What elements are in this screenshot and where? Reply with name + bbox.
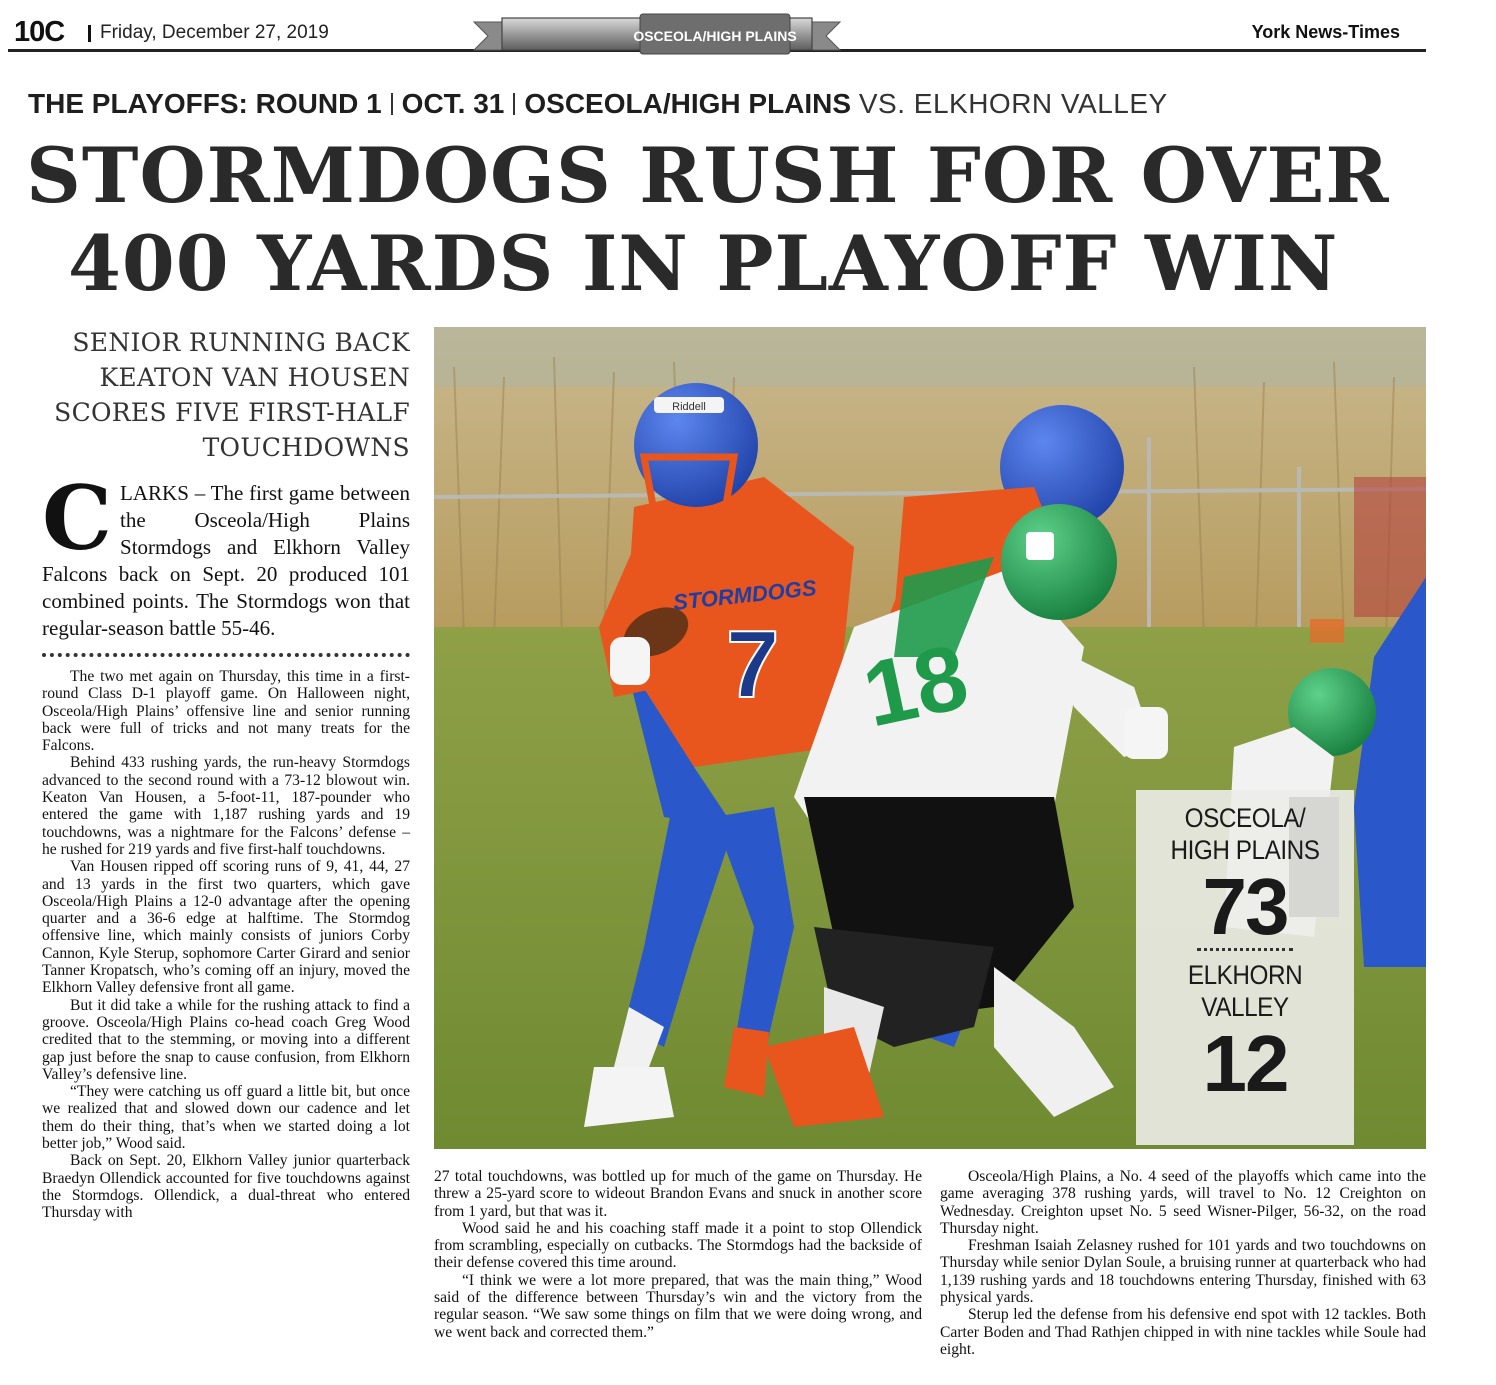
body-paragraph: “They were catching us off guard a little bit, but once we realized that and slowed down our cadence and let them do their thing, that’s when we started doing a lot better job,” Wood said. bbox=[42, 1083, 410, 1153]
defender-number: 18 bbox=[854, 625, 977, 747]
section-flag-label: OSCEOLA/HIGH PLAINS bbox=[633, 28, 797, 44]
kicker-team-away: VS. ELKHORN VALLEY bbox=[858, 88, 1168, 119]
section-flag-banner bbox=[472, 4, 842, 64]
body-column-1 bbox=[42, 668, 410, 1222]
home-team-score: 73 bbox=[1202, 862, 1288, 951]
deck-line: KEATON VAN HOUSEN bbox=[99, 363, 410, 392]
defender-helmet bbox=[1001, 504, 1117, 620]
home-team-name-line-2: HIGH PLAINS bbox=[1170, 835, 1320, 865]
away-team-name-line-2: VALLEY bbox=[1201, 992, 1289, 1022]
headline-line-1: STORMDOGS RUSH FOR OVER bbox=[26, 131, 1390, 220]
body-paragraph: 27 total touchdowns, was bottled up for much of the game on Thursday. He threw a 25-yard score to wideout Brandon Evans and snuck in another score from 1 yard, but that was it. bbox=[434, 1168, 922, 1220]
jersey-wordmark: STORMDOGS bbox=[671, 575, 818, 615]
jersey-number: 7 bbox=[726, 611, 780, 718]
body-paragraph: Behind 433 rushing yards, the run-heavy Stormdogs advanced to the second round with a 73-12 blowout win. Keaton Van Housen, a 5-foot-11, 187-pounder who entered the game with 1,187 rushing yards and 19 touchdowns, was a nightmare for the Falcons’ defense – he rushed for 219 yards and five first-half touchdowns. bbox=[42, 754, 410, 858]
away-team-name-line-1: ELKHORN bbox=[1187, 960, 1303, 990]
body-paragraph: Sterup led the defense from his defensive end spot with 12 tackles. Both Carter Boden and Thad Rathjen chipped in with nine tackles while Soule had eight. bbox=[940, 1306, 1426, 1358]
body-column-3 bbox=[940, 1168, 1426, 1358]
helmet-brand: Riddell bbox=[672, 401, 706, 413]
deck-line: TOUCHDOWNS bbox=[202, 433, 410, 462]
kicker-line bbox=[28, 88, 1168, 120]
drop-cap: C bbox=[42, 466, 113, 570]
away-team-score: 12 bbox=[1202, 1019, 1288, 1108]
body-column-2 bbox=[434, 1168, 922, 1341]
kicker-divider bbox=[513, 93, 515, 115]
headline bbox=[26, 132, 1426, 308]
home-team-name-line-1: OSCEOLA/ bbox=[1184, 803, 1306, 833]
lede-paragraph bbox=[42, 466, 410, 642]
issue-date: Friday, December 27, 2019 bbox=[100, 22, 329, 43]
body-paragraph: Back on Sept. 20, Elkhorn Valley junior quarterback Braedyn Ollendick accounted for five touchdowns against the Stormdogs. Ollendick, a dual-threat who entered Thursday with bbox=[42, 1152, 410, 1222]
lede-text: LARKS – The first game between the Osceola/High Plains Stormdogs and Elkhorn Valley Falcons back on Sept. 20 produced 101 combined points. The Stormdogs won that regular-season battle 55-46. bbox=[42, 481, 410, 640]
body-paragraph: Wood said he and his coaching staff made it a point to stop Ollendick from scrambling, especially on cutbacks. The Stormdogs had the backside of their defense covered this time around. bbox=[434, 1219, 922, 1272]
body-paragraph: But it did take a while for the rushing attack to find a groove. Osceola/High Plains co-head coach Greg Wood credited that to the stemming, or moving into a different gap just before the snap to cause confusion, from Elkhorn Valley’s defensive line. bbox=[42, 996, 410, 1083]
page-number: 10C bbox=[14, 16, 65, 48]
body-paragraph: Freshman Isaiah Zelasney rushed for 101 yards and two touchdowns on Thursday while senior Dylan Soule, a bruising runner at quarterback who had 1,139 rushing yards and 18 touchdowns entering Thursday, finished with 63 physical yards. bbox=[940, 1237, 1426, 1307]
deck-subhead bbox=[38, 325, 410, 465]
folio-divider bbox=[88, 25, 91, 42]
body-paragraph: Van Housen ripped off scoring runs of 9, 41, 44, 27 and 13 yards in the first two quarters, which gave Osceola/High Plains a 12-0 advantage after the opening quarter and a 36-6 edge at halftime. The Stormdog offensive line, which mainly consists of juniors Corby Cannon, Kyle Sterup, sophomore Carter Girard and senior Tanner Kropatsch, who’s coming off an injury, moved the Elkhorn Valley defensive front all game. bbox=[42, 858, 410, 997]
body-paragraph: Osceola/High Plains, a No. 4 seed of the playoffs which came into the game averaging 378 rushing yards, will travel to No. 12 Creighton on Wednesday. Creighton upset No. 5 seed Wisner-Pilger, 56-32, on the road Thursday night. bbox=[940, 1168, 1426, 1237]
dotted-divider bbox=[42, 653, 410, 657]
kicker-date: OCT. 31 bbox=[401, 88, 505, 119]
deck-line: SCORES FIVE FIRST-HALF bbox=[54, 398, 410, 427]
final-score-box bbox=[1136, 790, 1354, 1145]
deck-line: SENIOR RUNNING BACK bbox=[72, 328, 410, 357]
headline-line-2: 400 YARDS IN PLAYOFF WIN bbox=[68, 219, 1339, 308]
body-paragraph: “I think we were a lot more prepared, that was the main thing,” Wood said of the difference between Thursday’s win and the victory from the regular season. “We saw some things on film that we were doing wrong, and we went back and corrected them.” bbox=[434, 1271, 922, 1341]
kicker-divider bbox=[391, 93, 393, 115]
body-paragraph: The two met again on Thursday, this time in a first-round Class D-1 playoff game. On Halloween night, Osceola/High Plains’ offensive line and senior running back were full of tricks and not many treats for the Falcons. bbox=[42, 668, 410, 755]
kicker-round: THE PLAYOFFS: ROUND 1 bbox=[28, 88, 382, 119]
publication-name: York News-Times bbox=[1251, 22, 1400, 42]
kicker-team-home: OSCEOLA/HIGH PLAINS bbox=[524, 88, 852, 119]
